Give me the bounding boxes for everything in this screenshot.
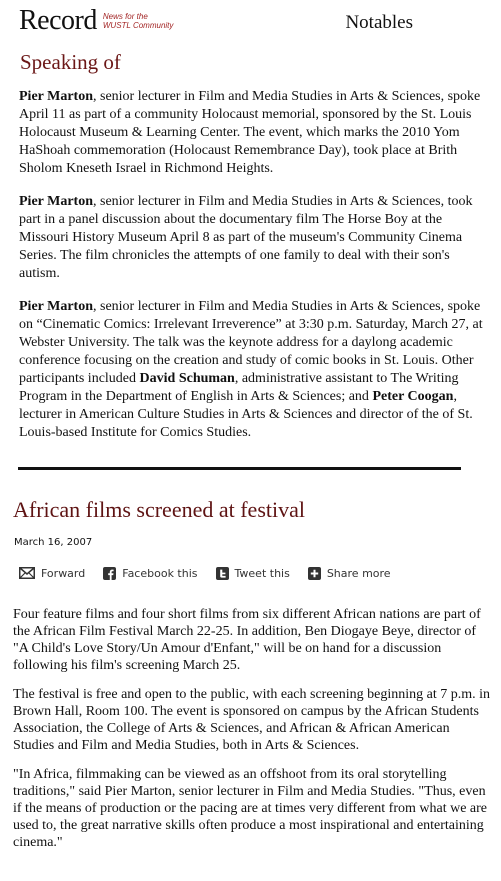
facebook-label: Facebook this	[122, 566, 198, 580]
section-divider	[18, 467, 461, 470]
tweet-label: Tweet this	[234, 566, 290, 580]
speaking-of-heading: Speaking of	[20, 50, 121, 74]
note-text: , senior lecturer in Film and Media Studies in Arts & Sciences, spoke on “Cinematic Comics: Irrelevant Irreverence” at 3:30 p.m. Saturday, March 27, at Webster University. The talk was the keynote address for a daylong academic conference focusing on the creation and study of comic books in St. Louis. Other participants included	[19, 299, 483, 386]
person-name: Peter Coogan	[372, 389, 454, 404]
page-header	[0, 0, 501, 44]
forward-label: Forward	[41, 566, 86, 580]
note-text: , senior lecturer in Film and Media Studies in Arts & Sciences, spoke April 11 as part of a community Holocaust memorial, sponsored by the St. Louis Holocaust Museum & Learning Center. The event, which marks the 2010 Yom HaShoah commemoration (Holocaust Remembrance Day), took place at Brith Sholom Kneseth Israel in Richmond Heights.	[19, 89, 481, 176]
note-item	[19, 298, 489, 442]
person-name: David Schuman	[139, 371, 235, 386]
person-name: Pier Marton	[19, 194, 93, 209]
twitter-icon	[216, 567, 229, 580]
article-paragraph: "In Africa, filmmaking can be viewed as an offshoot from its oral storytelling traditions," said Pier Marton, senior lecturer in Film and Media Studies. "Thus, even if the means of production or the pacing are at times very different from what we are used to, the great narrative skills often produce a most inspirational and entertaining cinema."	[13, 767, 488, 850]
plus-icon	[308, 567, 321, 580]
note-text: , senior lecturer in Film and Media Studies in Arts & Sciences, took part in a panel discussion about the documentary film The Horse Boy at the Missouri History Museum April 8 as part of the museum's Community Cinema Series. The film chronicles the attempts of one family to deal with their son's autism.	[19, 194, 473, 281]
person-name: Pier Marton	[19, 299, 93, 314]
record-logo[interactable]	[19, 6, 183, 36]
logo-tagline-line-1: News for the	[102, 12, 148, 21]
speaking-notes	[19, 88, 489, 457]
note-text: , administrative assistant to The Writing Program in the Department of English in Arts & Sciences; and	[19, 371, 459, 404]
logo-tagline-line-2: WUSTL Community	[102, 21, 174, 30]
note-text: , lecturer in American Culture Studies in Arts & Sciences and director of the of St. Louis-based Institute for Comics Studies.	[19, 389, 473, 440]
article-body	[13, 606, 491, 863]
facebook-icon	[103, 567, 116, 580]
logo-word: Record	[19, 5, 97, 36]
note-item	[19, 193, 489, 283]
article-paragraph: The festival is free and open to the public, with each screening beginning at 7 p.m. in Brown Hall, Room 100. The event is sponsored on campus by the African Students Association, the College of Arts & Sciences, and African & African American Studies and Film and Media Studies, both in Arts & Sciences.	[13, 687, 491, 753]
share-more-button[interactable]	[308, 567, 391, 580]
share-more-label: Share more	[326, 566, 391, 580]
article-date: March 16, 2007	[14, 537, 93, 548]
logo-tagline	[103, 12, 183, 30]
tweet-button[interactable]	[216, 567, 290, 580]
article-paragraph: Four feature films and four short films from six different African nations are part of the African Film Festival March 22-25. In addition, Ben Diogaye Beye, director of "A Child's Love Story/Un Amour d'Enfant," will be on hand for a discussion following his film's screening March 25.	[13, 607, 481, 673]
article-title: African films screened at festival	[13, 497, 305, 522]
section-label: Notables	[345, 12, 413, 33]
forward-button[interactable]	[19, 567, 85, 580]
envelope-icon	[19, 567, 35, 579]
note-item	[19, 88, 489, 178]
facebook-button[interactable]	[103, 567, 197, 580]
person-name: Pier Marton	[19, 89, 93, 104]
share-toolbar	[19, 565, 409, 581]
